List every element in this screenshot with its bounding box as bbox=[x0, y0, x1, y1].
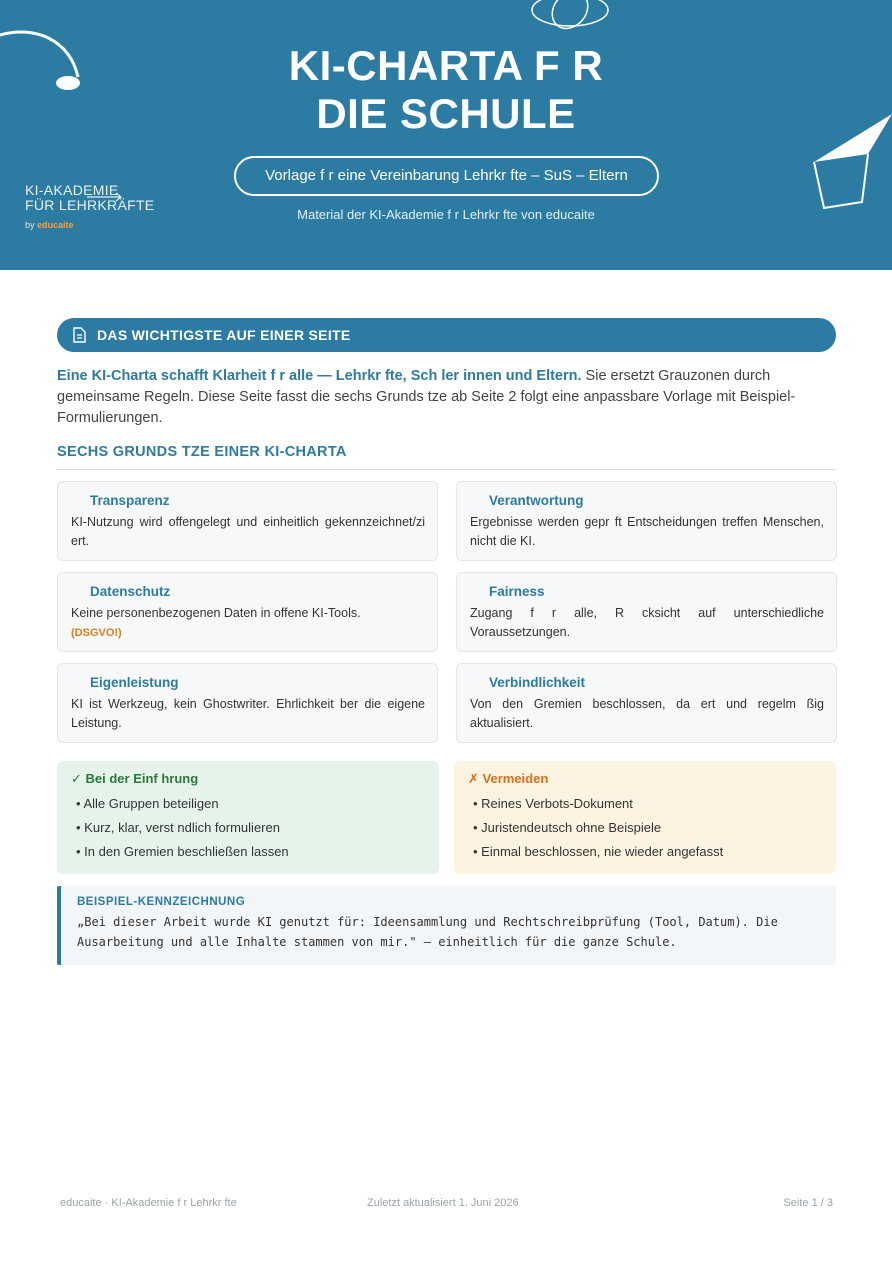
card-title: Fairness bbox=[489, 584, 545, 599]
principle-card-fairness bbox=[456, 572, 837, 652]
section-title-bar bbox=[57, 318, 836, 352]
list-item: • In den Gremien beschließen lassen bbox=[76, 844, 289, 859]
do-list bbox=[71, 792, 425, 864]
title-line-1: KI-CHARTA F R bbox=[288, 42, 604, 89]
do-title: ✓ Bei der Einf hrung bbox=[71, 771, 199, 786]
page-header bbox=[0, 0, 892, 270]
card-text: Zugang f r alle, R cksicht auf unterschiedliche Voraussetzungen. bbox=[470, 606, 824, 639]
card-title: Verantwortung bbox=[489, 493, 584, 508]
avoid-title: ✗ Vermeiden bbox=[468, 771, 549, 786]
arrow-right-icon bbox=[85, 192, 125, 202]
card-text: KI ist Werkzeug, kein Ghostwriter. Ehrlichkeit ber die eigene Leistung. bbox=[71, 697, 425, 730]
card-title: Datenschutz bbox=[90, 584, 171, 599]
principle-card-verbindlichkeit bbox=[456, 663, 837, 743]
card-text: Ergebnisse werden gepr ft Entscheidungen treffen Menschen, nicht die KI. bbox=[470, 515, 824, 548]
example-box bbox=[57, 886, 836, 965]
logo-line-1: KI-AKADEMIE bbox=[25, 183, 154, 198]
page-number: Seite 1 / 3 bbox=[783, 1197, 833, 1209]
principle-card-eigenleistung bbox=[57, 663, 438, 743]
card-title: Eigenleistung bbox=[90, 675, 179, 690]
document-icon bbox=[73, 327, 86, 343]
example-text: „Bei dieser Arbeit wurde KI genutzt für: Ideensammlung und Rechtschreibprüfung (Tool, Datum). Die Ausarbeitung und alle Inhalte stammen von mir." — einheitlich für die ganze Schule. bbox=[77, 915, 778, 949]
page-title bbox=[0, 42, 892, 138]
title-line-2: DIE SCHULE bbox=[316, 90, 576, 137]
list-item: • Kurz, klar, verst ndlich formulieren bbox=[76, 820, 280, 835]
principle-card-verantwortung bbox=[456, 481, 837, 561]
list-item: • Juristendeutsch ohne Beispiele bbox=[473, 820, 662, 835]
avoid-box bbox=[454, 761, 836, 874]
list-item: • Einmal beschlossen, nie wieder angefasst bbox=[473, 844, 724, 859]
example-title: BEISPIEL-KENNZEICHNUNG bbox=[77, 896, 246, 908]
footer-left: educaite · KI-Akademie f r Lehrkr fte bbox=[60, 1197, 237, 1209]
card-text: KI-Nutzung wird offengelegt und einheitlich gekennzeichnet/zi ert. bbox=[71, 515, 425, 548]
intro-paragraph bbox=[57, 366, 837, 429]
subtitle-pill: Vorlage f r eine Vereinbarung Lehrkr fte – SuS – Eltern bbox=[234, 156, 659, 196]
gdpr-warning: (DSGVO!) bbox=[71, 627, 122, 639]
logo bbox=[25, 183, 154, 230]
principle-card-transparenz bbox=[57, 481, 438, 561]
card-title: Transparenz bbox=[90, 493, 170, 508]
orbit-decoration-icon bbox=[525, 0, 615, 38]
avoid-list bbox=[468, 792, 822, 864]
logo-byline: by educaite bbox=[25, 220, 74, 230]
intro-highlight: Eine KI-Charta schafft Klarheit f r alle — Lehrkr fte, Sch ler innen und Eltern. bbox=[57, 368, 582, 384]
card-text: Von den Gremien beschlossen, da ert und regelm ßig aktualisiert. bbox=[470, 697, 824, 730]
do-box bbox=[57, 761, 439, 874]
footer-date: Zuletzt aktualisiert 1. Juni 2026 bbox=[367, 1197, 519, 1209]
principle-card-datenschutz bbox=[57, 572, 438, 652]
material-note: Material der KI-Akademie f r Lehrkr fte von educaite bbox=[297, 207, 595, 222]
list-item: • Reines Verbots-Dokument bbox=[473, 796, 633, 811]
card-text: Keine personenbezogenen Daten in offene KI-Tools. (DSGVO!) bbox=[71, 606, 361, 639]
logo-line-2: FÜR LEHRKRÄFTE bbox=[25, 197, 155, 213]
principles-heading: SECHS GRUNDS TZE EINER KI-CHARTA bbox=[57, 444, 836, 470]
section-title: DAS WICHTIGSTE AUF EINER SEITE bbox=[97, 327, 351, 343]
card-title: Verbindlichkeit bbox=[489, 675, 586, 690]
list-item: • Alle Gruppen beteiligen bbox=[76, 796, 219, 811]
intro-text: Sie ersetzt Grauzonen durch gemeinsame Regeln. Diese Seite fasst die sechs Grunds tze ab Seite 2 folgt eine anpassbare Vorlage mit Beispiel-Formulierungen. bbox=[57, 368, 796, 426]
